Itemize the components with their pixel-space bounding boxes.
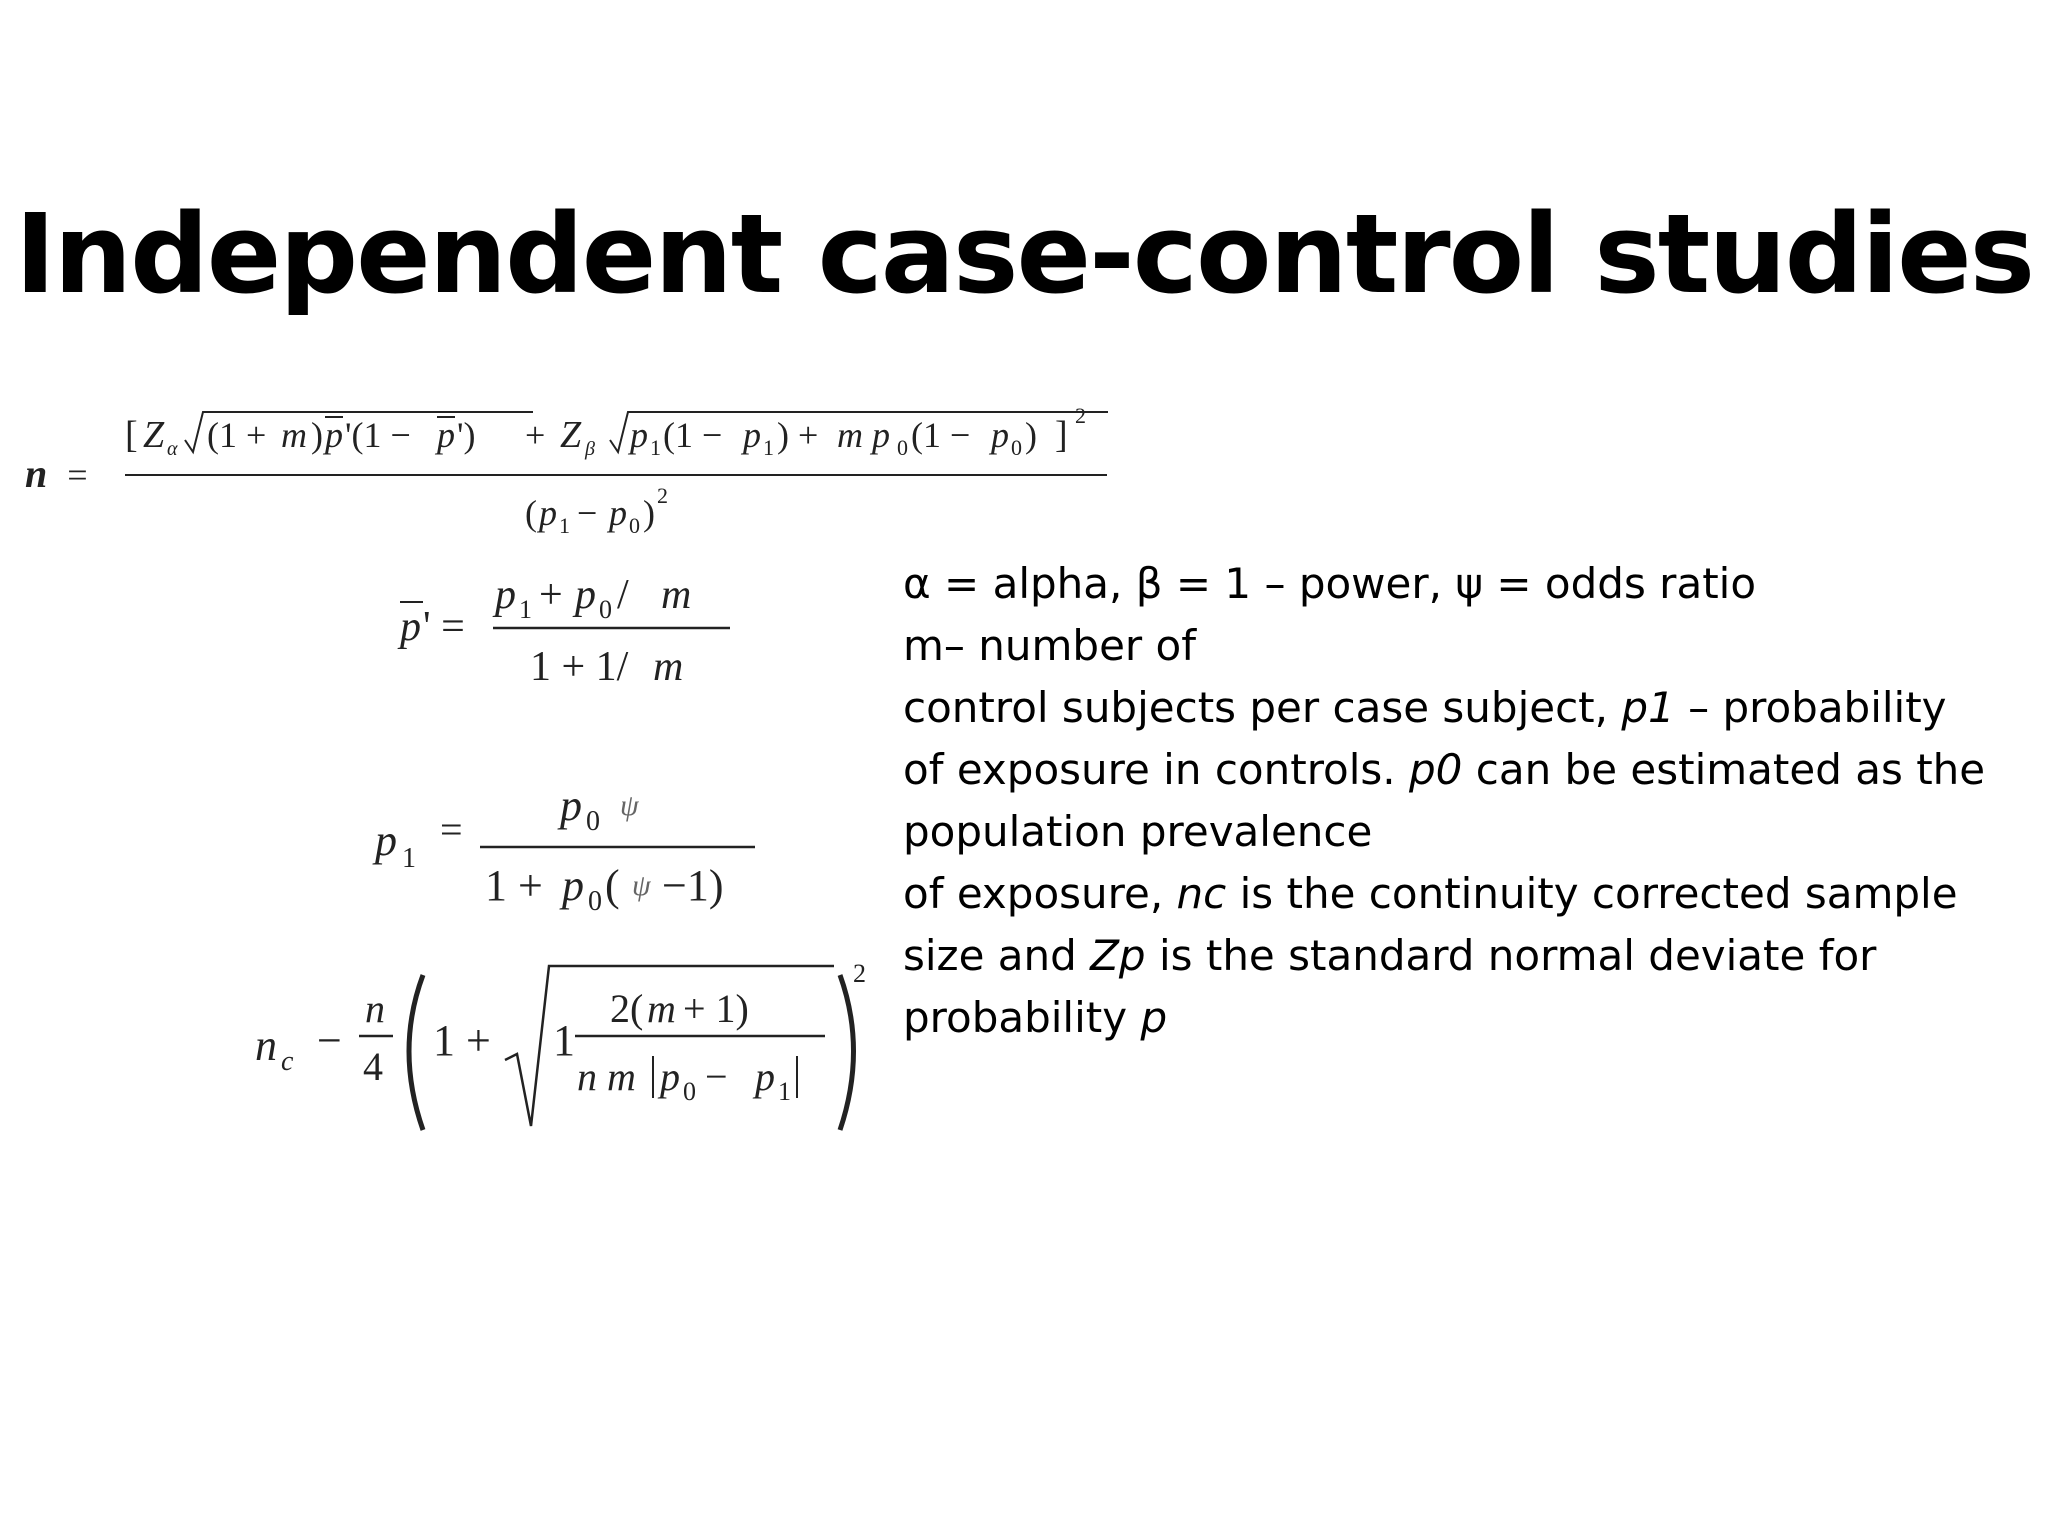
svg-text:c: c — [281, 1046, 294, 1077]
svg-text:n: n — [255, 1021, 277, 1070]
svg-text:n: n — [365, 986, 385, 1031]
svg-text:2(: 2( — [610, 986, 644, 1031]
legend-text: size and — [903, 931, 1091, 980]
legend-line — [903, 863, 2023, 925]
svg-text:p: p — [630, 415, 648, 455]
svg-text:1 + 1/: 1 + 1/ — [530, 644, 629, 690]
svg-text:α: α — [167, 438, 178, 460]
legend-variable: p1 — [1621, 683, 1675, 732]
svg-text:p: p — [437, 415, 455, 455]
svg-text:0: 0 — [1011, 435, 1022, 460]
svg-text:p: p — [539, 493, 557, 533]
svg-text:−1): −1) — [662, 861, 724, 910]
svg-text:=: = — [440, 807, 463, 852]
svg-text:p: p — [575, 572, 596, 618]
svg-text:1: 1 — [763, 435, 774, 460]
svg-text:/: / — [617, 572, 629, 618]
svg-text:p: p — [562, 861, 584, 910]
svg-text:0: 0 — [599, 595, 612, 624]
svg-text:p: p — [495, 572, 516, 618]
svg-text:): ) — [1025, 415, 1037, 455]
legend-line-2: m– number of — [903, 621, 1197, 670]
svg-text:(1 −: (1 − — [911, 415, 971, 455]
legend-variable: Zp — [1090, 931, 1146, 980]
svg-text:2: 2 — [853, 960, 866, 988]
formula-sample-size — [25, 395, 1125, 545]
svg-text:p: p — [609, 493, 627, 533]
legend-line — [903, 987, 2023, 1049]
legend-text: probability — [903, 993, 1141, 1042]
svg-text:m p: m p — [837, 415, 890, 455]
svg-text:p: p — [660, 1054, 680, 1099]
svg-text:−: − — [317, 1016, 342, 1065]
svg-text:0: 0 — [586, 806, 600, 837]
legend-text: – probability — [1674, 683, 1947, 732]
svg-text:): ) — [311, 415, 323, 455]
legend-line — [903, 739, 2023, 801]
svg-text:n m: n m — [577, 1054, 636, 1099]
legend-text: control subjects per case subject, — [903, 683, 1622, 732]
svg-text:) +: ) + — [777, 415, 819, 455]
svg-text:4: 4 — [363, 1044, 383, 1089]
svg-text:1: 1 — [553, 1016, 575, 1065]
formula-sample-size-graphic — [25, 395, 1125, 545]
legend-variable: nc — [1176, 869, 1227, 918]
legend-line — [903, 677, 2023, 739]
svg-text:p: p — [560, 781, 582, 830]
slide-title: Independent case-control studies — [14, 189, 2034, 318]
svg-text:p: p — [991, 415, 1009, 455]
svg-text:−: − — [577, 493, 598, 533]
formula-nc-graphic — [255, 960, 875, 1145]
legend-line-5: population prevalence — [903, 807, 1373, 856]
svg-text:−: − — [705, 1054, 728, 1099]
svg-text:2: 2 — [1075, 403, 1086, 428]
variable-definitions — [903, 553, 2023, 1049]
svg-text:m: m — [281, 415, 307, 455]
svg-text:1: 1 — [402, 843, 416, 874]
svg-text:1 +: 1 + — [485, 861, 543, 910]
svg-text:0: 0 — [588, 886, 602, 915]
legend-line — [903, 925, 2023, 987]
svg-text:]: ] — [1055, 414, 1068, 456]
svg-text:1 +: 1 + — [433, 1016, 491, 1065]
svg-text:p: p — [400, 604, 421, 650]
formula-nc — [255, 960, 875, 1145]
legend-line-1: α = alpha, β = 1 – power, ψ = odds ratio — [903, 559, 1757, 608]
legend-line — [903, 801, 2023, 863]
svg-text:ψ: ψ — [632, 869, 651, 902]
svg-text:): ) — [643, 493, 655, 533]
svg-text:p: p — [325, 415, 343, 455]
svg-text:n: n — [25, 451, 48, 496]
formula-p1 — [370, 775, 770, 915]
legend-text: can be estimated as the — [1462, 745, 1986, 794]
legend-text: is the continuity corrected sample — [1226, 869, 1958, 918]
svg-text:0: 0 — [897, 435, 908, 460]
legend-text: of exposure, — [903, 869, 1177, 918]
svg-text:+ 1): + 1) — [683, 986, 749, 1031]
svg-text:m: m — [661, 572, 692, 618]
svg-text:Z: Z — [143, 414, 165, 456]
legend-text: of exposure in controls. — [903, 745, 1409, 794]
legend-variable: p0 — [1409, 745, 1463, 794]
formula-pbar-graphic — [395, 560, 745, 695]
svg-text:(1 +: (1 + — [207, 415, 267, 455]
svg-text:2: 2 — [657, 483, 668, 508]
svg-text:Z: Z — [560, 414, 582, 456]
svg-text:(: ( — [525, 493, 537, 533]
svg-text:'(1 −: '(1 − — [345, 415, 411, 455]
legend-text: is the standard normal deviate for — [1145, 931, 1877, 980]
svg-text:=: = — [65, 455, 90, 495]
svg-text:ψ: ψ — [620, 789, 639, 822]
svg-text:p: p — [755, 1054, 775, 1099]
svg-text:0: 0 — [629, 513, 640, 538]
svg-text:1: 1 — [559, 513, 570, 538]
svg-text:m: m — [653, 644, 684, 690]
svg-text:1: 1 — [650, 435, 661, 460]
legend-variable: p — [1140, 993, 1168, 1042]
svg-text:(1 −: (1 − — [663, 415, 723, 455]
svg-text:1: 1 — [778, 1077, 791, 1106]
svg-text:[: [ — [125, 414, 138, 456]
svg-text:1: 1 — [519, 595, 532, 624]
svg-text:'): ') — [457, 415, 476, 455]
svg-text:p: p — [375, 816, 397, 865]
formula-pbar — [395, 560, 745, 695]
svg-text:0: 0 — [683, 1077, 696, 1106]
svg-text:(: ( — [605, 861, 620, 910]
legend-line — [903, 615, 2023, 677]
svg-text:' =: ' = — [423, 604, 465, 650]
svg-text:+: + — [539, 572, 563, 618]
svg-text:p: p — [743, 415, 761, 455]
svg-text:m: m — [647, 986, 676, 1031]
svg-text:β: β — [585, 438, 595, 460]
legend-line — [903, 553, 2023, 615]
formula-p1-graphic — [370, 775, 770, 915]
svg-text:+: + — [525, 415, 546, 455]
